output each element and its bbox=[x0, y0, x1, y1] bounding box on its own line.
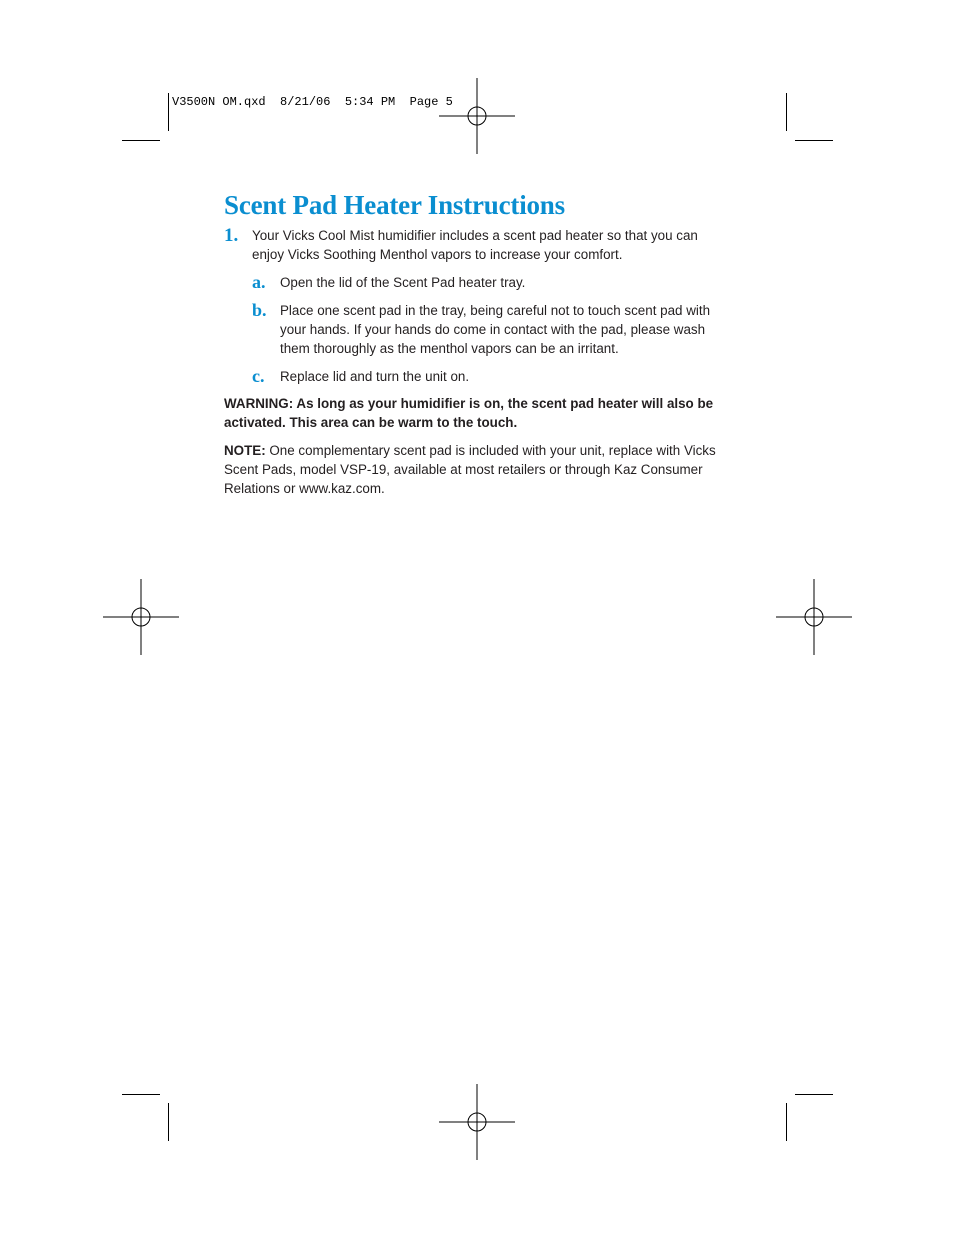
crop-mark bbox=[795, 1094, 833, 1095]
registration-mark-icon bbox=[439, 1084, 515, 1160]
substep-text: Open the lid of the Scent Pad heater tray. bbox=[280, 275, 526, 290]
crop-mark bbox=[168, 1103, 169, 1141]
crop-mark bbox=[786, 1103, 787, 1141]
substep-item bbox=[252, 273, 730, 292]
step-text: Your Vicks Cool Mist humidifier includes a scent pad heater so that you can enjoy Vicks Soothing Menthol vapors to increase your comfort. bbox=[252, 228, 698, 262]
substep-item bbox=[252, 301, 730, 358]
page-title: Scent Pad Heater Instructions bbox=[224, 190, 565, 220]
note-text: One complementary scent pad is included with your unit, replace with Vicks Scent Pads, model VSP-19, available at most retailers or through Kaz Consumer Relations or www.kaz.com. bbox=[224, 443, 716, 496]
substep-letter: a. bbox=[252, 272, 266, 292]
substep-item bbox=[252, 367, 730, 386]
note-label: NOTE: bbox=[224, 443, 266, 458]
registration-mark-icon bbox=[776, 579, 852, 655]
print-slug-line: V3500N OM.qxd 8/21/06 5:34 PM Page 5 bbox=[172, 95, 453, 109]
substep-text: Place one scent pad in the tray, being careful not to touch scent pad with your hands. If your hands do come in contact with the pad, please wash them thoroughly as the menthol vapors can be an irritant. bbox=[280, 303, 711, 356]
warning-text: WARNING: As long as your humidifier is on, the scent pad heater will also be activated. This area can be warm to the touch. bbox=[224, 396, 714, 430]
substep-letter: b. bbox=[252, 300, 267, 320]
step-item bbox=[224, 226, 730, 264]
crop-mark bbox=[786, 93, 787, 131]
crop-mark bbox=[795, 140, 833, 141]
note-paragraph bbox=[224, 441, 730, 498]
registration-mark-icon bbox=[103, 579, 179, 655]
crop-mark bbox=[122, 140, 160, 141]
substep-text: Replace lid and turn the unit on. bbox=[280, 369, 470, 384]
registration-mark-icon bbox=[439, 78, 515, 154]
crop-mark bbox=[122, 1094, 160, 1095]
step-number: 1. bbox=[224, 225, 239, 246]
crop-mark bbox=[168, 93, 169, 131]
instructions-body bbox=[224, 226, 730, 498]
substep-letter: c. bbox=[252, 366, 265, 386]
